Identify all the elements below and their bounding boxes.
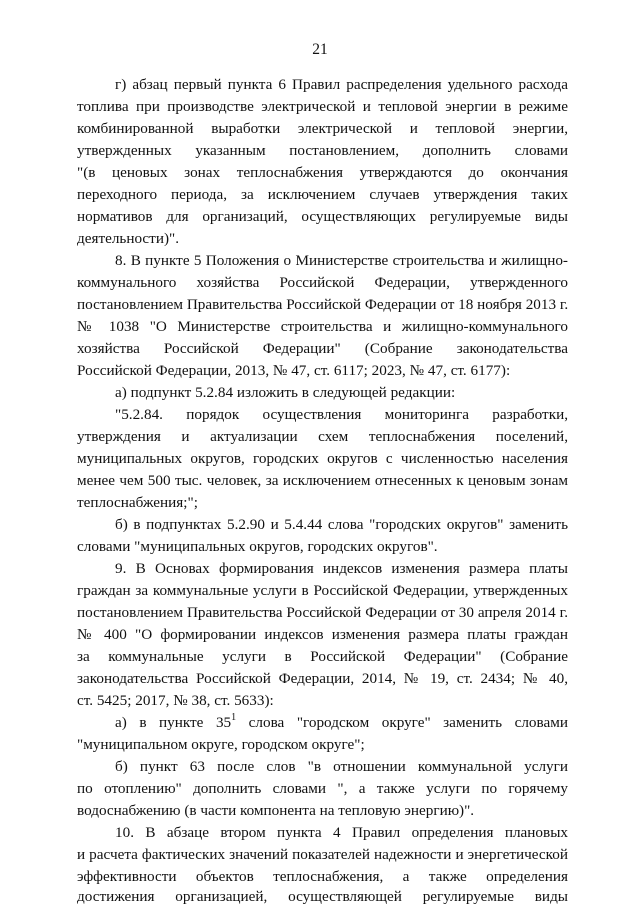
text-line: г) абзац первый пункта 6 Правил распределения удельного расхода xyxy=(115,76,568,93)
text-line: утвержденных указанным постановлением, дополнить словами xyxy=(77,142,568,159)
text-line: и расчета фактических значений показателей надежности и энергетической xyxy=(77,846,568,863)
text-line: "муниципальном округе, городском округе"; xyxy=(77,736,365,753)
text-line: а) подпункт 5.2.84 изложить в следующей редакции: xyxy=(115,384,456,401)
text-line: менее чем 500 тыс. человек, за исключением отнесенных к ценовым зонам xyxy=(77,472,568,489)
text-line: "(в ценовых зонах теплоснабжения утверждаются до окончания xyxy=(77,164,568,181)
text-line: б) в подпунктах 5.2.90 и 5.4.44 слова "городских округов" заменить xyxy=(115,516,568,533)
text-line: 8. В пункте 5 Положения о Министерстве строительства и жилищно- xyxy=(115,252,568,269)
text-segment: а) в пункте 35 xyxy=(115,714,232,731)
superscript: 1 xyxy=(231,711,237,723)
text-line: Российской Федерации, 2013, № 47, ст. 6117; 2023, № 47, ст. 6177): xyxy=(77,362,511,379)
text-line: по отоплению" дополнить словами ", а также услуги по горячему xyxy=(77,780,568,797)
text-line: 9. В Основах формирования индексов изменения размера платы xyxy=(115,560,568,577)
text-line: граждан за коммунальные услуги в Российской Федерации, утвержденных xyxy=(77,582,568,599)
text-line: "5.2.84. порядок осуществления мониторинга разработки, xyxy=(115,406,568,423)
text-line: нормативов для организаций, осуществляющих регулируемые виды xyxy=(77,208,568,225)
text-line: утверждения и актуализации схем теплоснабжения поселений, xyxy=(77,428,568,445)
text-line: муниципальных округов, городских округов с численностью населения xyxy=(77,450,568,467)
text-line: переходного периода, за исключением случаев утверждения таких xyxy=(77,186,568,203)
text-line-with-superscript xyxy=(115,712,568,734)
text-line: за коммунальные услуги в Российской Федерации" (Собрание xyxy=(77,648,568,665)
text-line: законодательства Российской Федерации, 2014, № 19, ст. 2434; № 40, xyxy=(77,670,568,687)
text-line: б) пункт 63 после слов "в отношении коммунальной услуги xyxy=(115,758,568,775)
text-line: 10. В абзаце втором пункта 4 Правил определения плановых xyxy=(115,824,568,841)
text-line: ст. 5425; 2017, № 38, ст. 5633): xyxy=(77,692,274,709)
text-line: хозяйства Российской Федерации" (Собрание законодательства xyxy=(77,340,568,357)
text-line: коммунального хозяйства Российской Федерации, утвержденного xyxy=(77,274,568,291)
text-line: эффективности объектов теплоснабжения, а также определения xyxy=(77,868,568,885)
text-line: теплоснабжения;"; xyxy=(77,494,198,511)
text-line: постановлением Правительства Российской Федерации от 18 ноября 2013 г. xyxy=(77,296,569,313)
text-line: топлива при производстве электрической и тепловой энергии в режиме xyxy=(77,98,568,115)
text-line: постановлением Правительства Российской Федерации от 30 апреля 2014 г. xyxy=(77,604,568,621)
text-line: достижения организацией, осуществляющей регулируемые виды xyxy=(77,888,568,905)
text-line: водоснабжению (в части компонента на тепловую энергию)". xyxy=(77,802,475,819)
text-line: словами "муниципальных округов, городских округов". xyxy=(77,538,438,555)
text-line: деятельности)". xyxy=(77,230,179,247)
text-line: комбинированной выработки электрической и тепловой энергии, xyxy=(77,120,568,137)
text-line: № 400 "О формировании индексов изменения размера платы граждан xyxy=(77,626,568,643)
text-line: № 1038 "О Министерстве строительства и жилищно-коммунального xyxy=(77,318,568,335)
page-number: 21 xyxy=(312,41,328,58)
text-segment: слова "городском округе" заменить словами xyxy=(236,714,568,731)
